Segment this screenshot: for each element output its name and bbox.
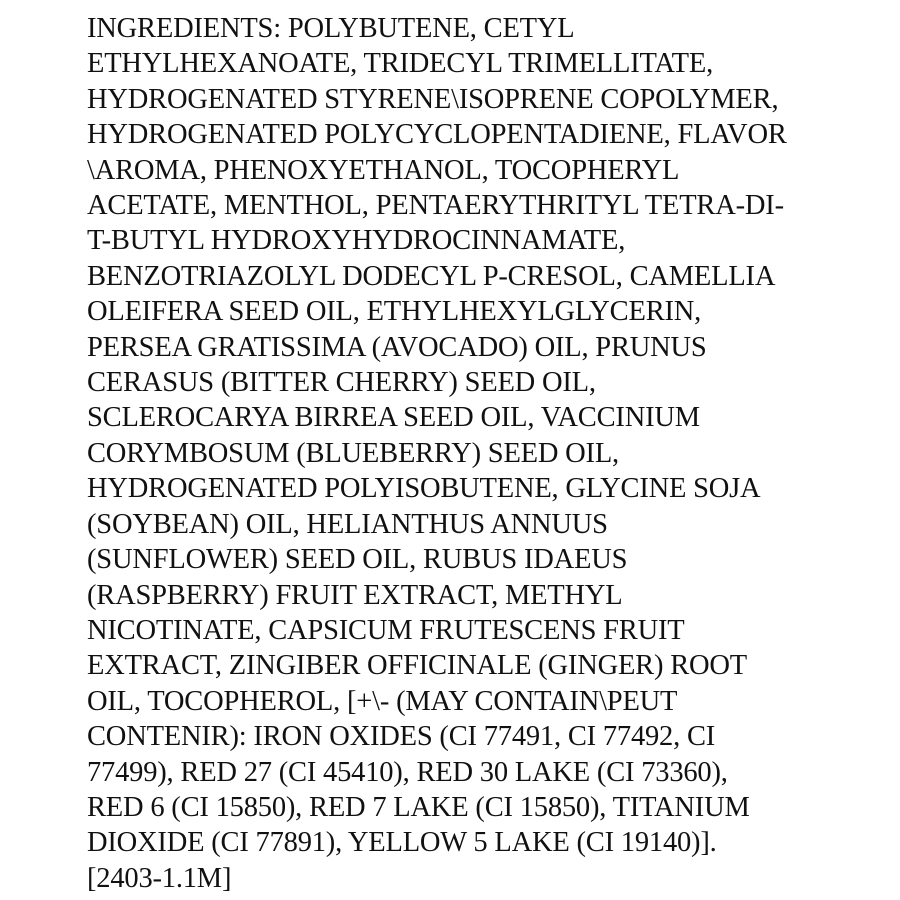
ingredients-line: OLEIFERA SEED OIL, ETHYLHEXYLGLYCERIN, <box>87 296 702 328</box>
ingredients-line: CERASUS (BITTER CHERRY) SEED OIL, <box>87 367 596 399</box>
ingredients-line: HYDROGENATED STYRENE\ISOPRENE COPOLYMER, <box>87 83 779 115</box>
ingredients-line: NICOTINATE, CAPSICUM FRUTESCENS FRUIT <box>87 614 685 646</box>
ingredients-line: (SUNFLOWER) SEED OIL, RUBUS IDAEUS <box>87 544 628 576</box>
ingredients-line: CONTENIR): IRON OXIDES (CI 77491, CI 77492, CI <box>87 721 716 753</box>
ingredients-line: T-BUTYL HYDROXYHYDROCINNAMATE, <box>87 225 626 257</box>
ingredients-line: EXTRACT, ZINGIBER OFFICINALE (GINGER) ROOT <box>87 650 747 682</box>
batch-code: [2403-1.1M] <box>87 862 232 894</box>
ingredients-line: OIL, TOCOPHEROL, [+\- (MAY CONTAIN\PEUT <box>87 685 678 717</box>
ingredients-text-block <box>87 11 887 896</box>
ingredients-line: INGREDIENTS: POLYBUTENE, CETYL <box>87 13 575 44</box>
ingredients-line: ACETATE, MENTHOL, PENTAERYTHRITYL TETRA-DI- <box>87 190 784 222</box>
ingredients-line: 77499), RED 27 (CI 45410), RED 30 LAKE (CI 73360), <box>87 756 728 788</box>
ingredients-line: ETHYLHEXANOATE, TRIDECYL TRIMELLITATE, <box>87 48 713 80</box>
ingredients-line: PERSEA GRATISSIMA (AVOCADO) OIL, PRUNUS <box>87 331 707 363</box>
ingredients-line: BENZOTRIAZOLYL DODECYL P-CRESOL, CAMELLIA <box>87 260 776 292</box>
ingredients-line: CORYMBOSUM (BLUEBERRY) SEED OIL, <box>87 437 619 469</box>
ingredients-line: \AROMA, PHENOXYETHANOL, TOCOPHERYL <box>87 154 680 186</box>
ingredients-line: DIOXIDE (CI 77891), YELLOW 5 LAKE (CI 19140)]. <box>87 827 717 859</box>
ingredients-line: RED 6 (CI 15850), RED 7 LAKE (CI 15850), TITANIUM <box>87 791 750 823</box>
ingredients-line: HYDROGENATED POLYISOBUTENE, GLYCINE SOJA <box>87 473 761 505</box>
ingredients-line: HYDROGENATED POLYCYCLOPENTADIENE, FLAVOR <box>87 119 787 151</box>
ingredients-line: SCLEROCARYA BIRREA SEED OIL, VACCINIUM <box>87 402 700 434</box>
ingredients-line: (SOYBEAN) OIL, HELIANTHUS ANNUUS <box>87 508 608 540</box>
ingredients-line: (RASPBERRY) FRUIT EXTRACT, METHYL <box>87 579 623 611</box>
